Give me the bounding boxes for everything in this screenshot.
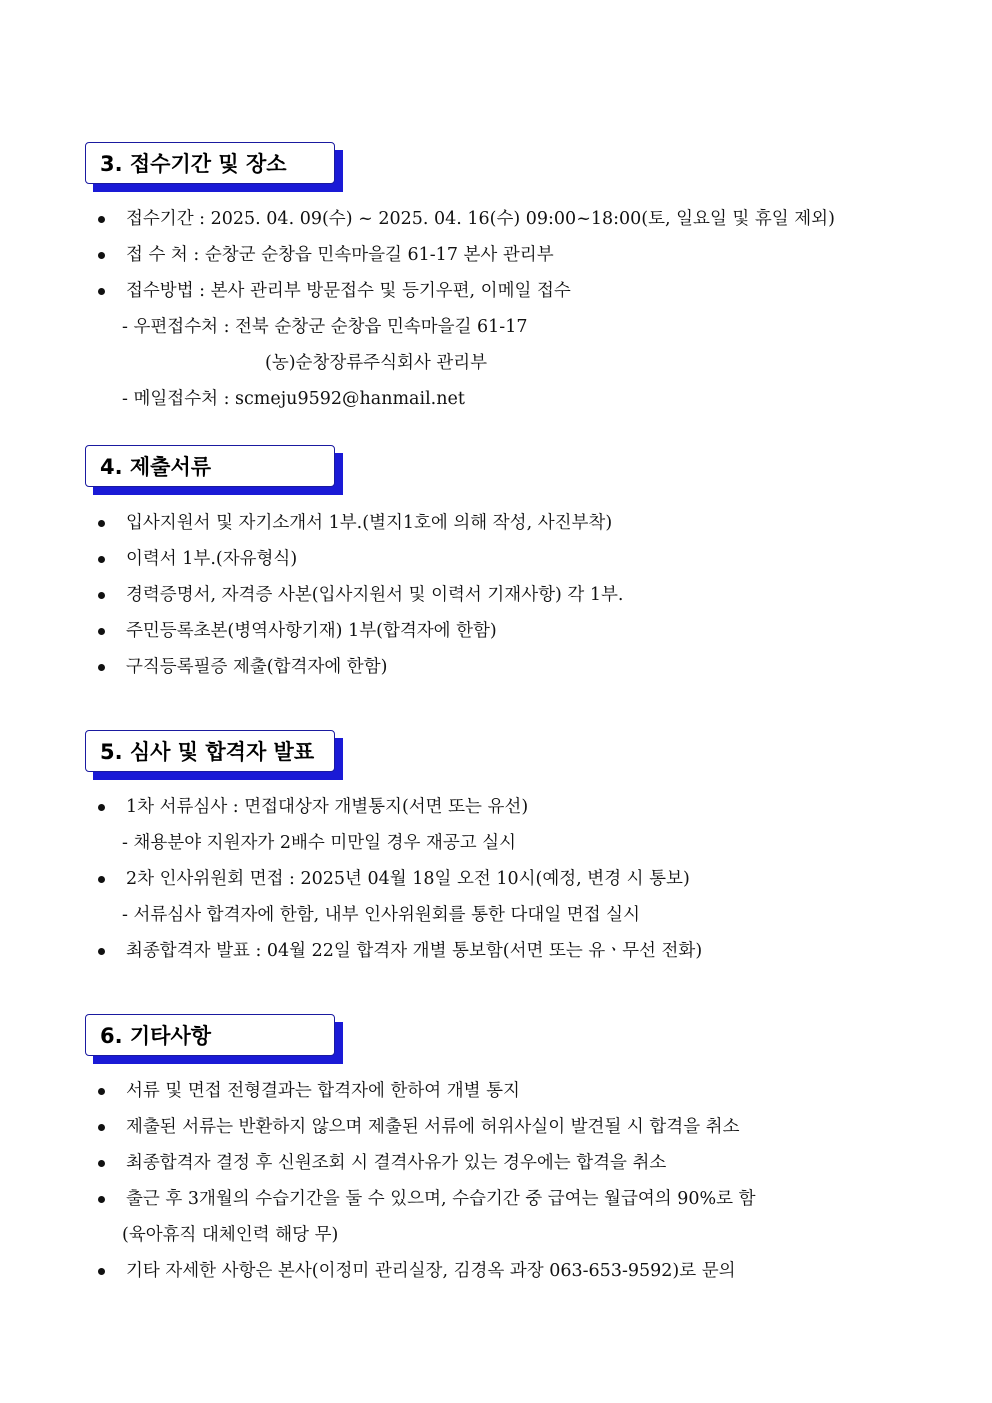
bullet-icon xyxy=(98,252,105,259)
bullet-icon xyxy=(98,1196,105,1203)
bullet-icon xyxy=(98,804,105,811)
section-title-5: 5. 심사 및 합격자 발표 xyxy=(85,730,335,772)
list-item-continuation: (육아휴직 대체인력 해당 무) xyxy=(122,1225,339,1245)
section-title-4: 4. 제출서류 xyxy=(85,445,335,487)
sub-item: - 우편접수처 : 전북 순창군 순창읍 민속마을길 61-17 xyxy=(122,317,528,337)
sub-item-email: - 메일접수처 : scmeju9592@hanmail.net xyxy=(122,389,465,409)
section-title-6: 6. 기타사항 xyxy=(85,1014,335,1056)
section-header-5 xyxy=(85,730,335,772)
bullet-icon xyxy=(98,556,105,563)
sub-item: - 채용분야 지원자가 2배수 미만일 경우 재공고 실시 xyxy=(122,833,517,853)
section-title-3: 3. 접수기간 및 장소 xyxy=(85,142,335,184)
section-header-6 xyxy=(85,1014,335,1056)
section-header-4 xyxy=(85,445,335,487)
bullet-icon xyxy=(98,628,105,635)
sub-item: - 서류심사 합격자에 한함, 내부 인사위원회를 통한 다대일 면접 실시 xyxy=(122,905,640,925)
bullet-icon xyxy=(98,520,105,527)
bullet-icon xyxy=(98,1124,105,1131)
section-header-3 xyxy=(85,142,335,184)
bullet-icon xyxy=(98,288,105,295)
bullet-icon xyxy=(98,1268,105,1275)
bullet-icon xyxy=(98,948,105,955)
sub-item-continuation: (농)순창장류주식회사 관리부 xyxy=(265,353,488,373)
bullet-icon xyxy=(98,216,105,223)
bullet-icon xyxy=(98,664,105,671)
bullet-icon xyxy=(98,592,105,599)
bullet-icon xyxy=(98,1160,105,1167)
bullet-icon xyxy=(98,1088,105,1095)
bullet-icon xyxy=(98,876,105,883)
